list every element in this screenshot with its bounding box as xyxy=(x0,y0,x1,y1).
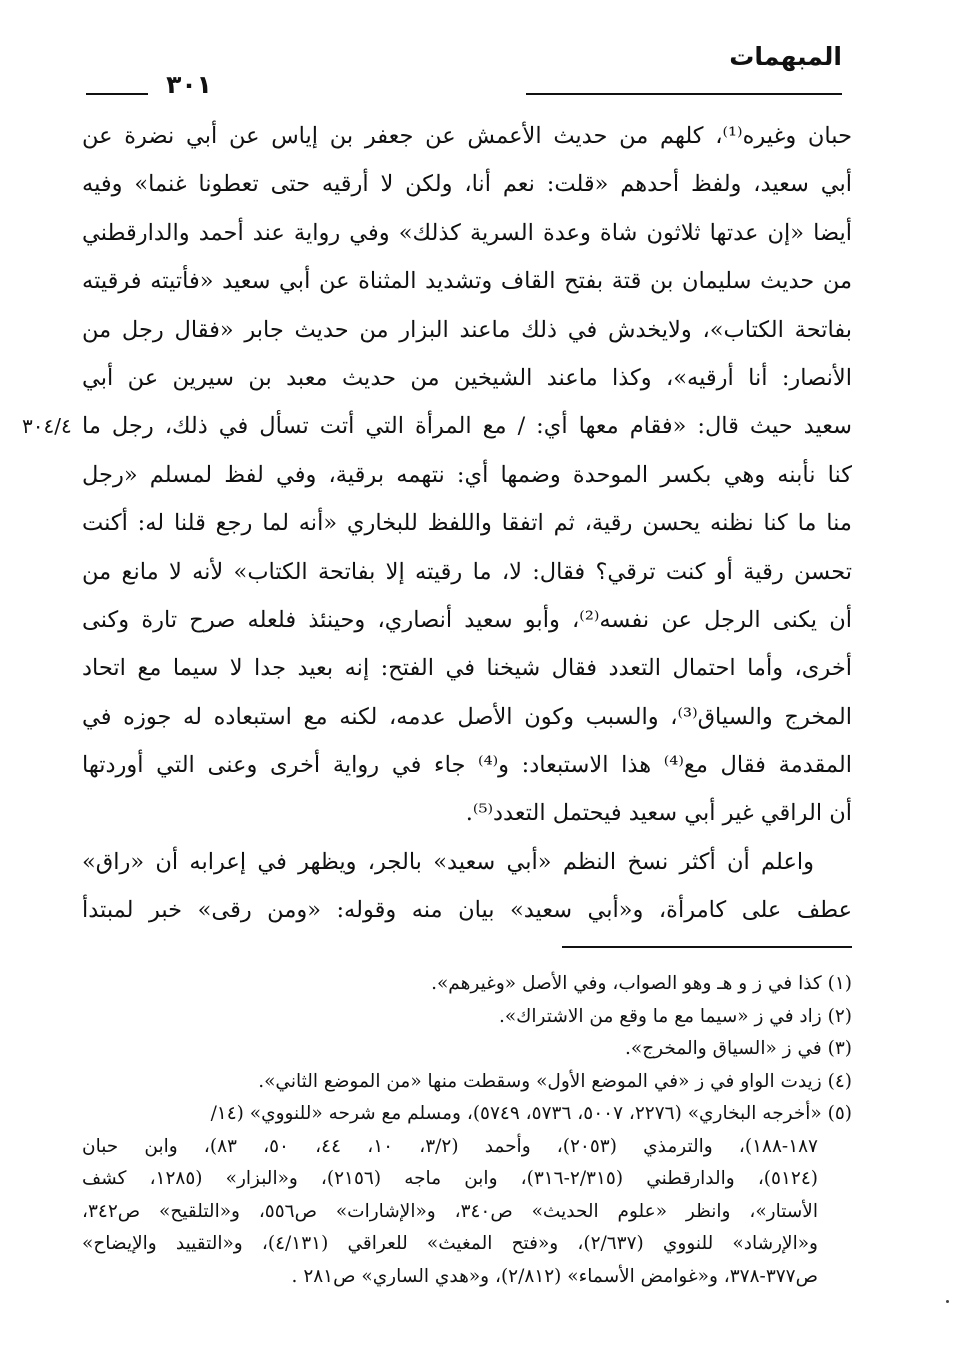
text-line: بفاتحة الكتاب»، ولايخدش في ذلك ماعند البزار من حديث جابر «فقال رجل من xyxy=(82,316,852,343)
paragraph-start-line: واعلم أن أكثر نسخ النظم «أبي سعيد» بالجر، ويظهر في إعرابه أن «راق» xyxy=(82,848,814,875)
main-text xyxy=(82,112,852,935)
header-rule xyxy=(526,93,842,95)
text-line: منا ما كنا نظنه يحسن رقية، ثم اتفقا واللفظ للبخاري «أنه لما رجع قلنا له: أكنت xyxy=(82,510,852,537)
footnote-5-continuation: و«الإرشاد» للنووي (٢/٦٣٧)، و«فتح المغيث» للعراقي (٤/١٣١)، و«التقييد والإيضاح» xyxy=(82,1233,818,1254)
footnote-separator xyxy=(562,946,852,948)
running-head: المبهمات xyxy=(729,42,842,71)
text-line: المخرج والسياق⁽³⁾، والسبب وكون الأصل عدمه، لكنه مع استبعاده له جوزه في xyxy=(82,703,852,730)
footnotes xyxy=(82,968,852,1293)
footnote-1: (١) كذا في ز و هـ وهو الصواب، وفي الأصل «وغيرهم». xyxy=(431,973,852,994)
footnote-5-continuation: ١٨٧-١٨٨)، والترمذي (٢٠٥٣)، وأحمد (٣/٢، ١٠، ٤٤، ٥٠، ٨٣)، وابن حبان xyxy=(82,1135,818,1157)
text-line: حبان وغيره⁽¹⁾، كلهم من حديث الأعمش عن جعفر بن إياس عن أبي نضرة عن xyxy=(82,123,852,149)
text-line: أبي سعيد، ولفظ أحدهم «قلت: نعم أنا، ولكن لا أرقيه حتى تعطونا غنما» وفيه xyxy=(82,171,852,198)
margin-page-reference: ٣٠٤/٤ xyxy=(22,414,72,438)
scan-speck xyxy=(946,1300,949,1303)
text-line: عطف على كامرأة، و«أبي سعيد» بيان منه وقوله: «ومن رقى» خبر لمبتدأ xyxy=(82,897,852,924)
footnote-5-continuation: ص٣٧٧-٣٧٨، و«غوامض الأسماء» (٢/٨١٢)، و«هدي الساري» ص٢٨١ . xyxy=(291,1265,818,1287)
footnote-5: (٥) «أخرجه البخاري» (٢٢٧٦، ٥٠٠٧، ٥٧٣٦، ٥٧٤٩)، ومسلم مع شرحه «للنووي» (١٤/ xyxy=(210,1103,852,1124)
text-line: أخرى، وأما احتمال التعدد فقال شيخنا في الفتح: إنه بعيد جدا لا سيما مع اتحاد xyxy=(82,655,852,682)
text-line: تحسن رقية أو كنت ترقي؟ فقال: لا، ما رقيته إلا بفاتحة الكتاب» لأنه لا مانع من xyxy=(82,558,852,585)
paragraph-end-line: أن الراقي غير أبي سعيد فيحتمل التعدد⁽⁵⁾. xyxy=(465,800,852,827)
text-line: أن يكنى الرجل عن نفسه⁽²⁾، وأبو سعيد أنصاري، وحينئذ فلعله صرح تارة وكنى xyxy=(82,606,852,633)
text-line: المقدمة فقال مع⁽⁴⁾ هذا الاستبعاد: و⁽⁴⁾ جاء في رواية أخرى وعنى التي أوردتها xyxy=(82,752,852,779)
text-line: كنا نأبنه وهي بكسر الموحدة وضمها أي: نتهمه برقية، وفي لفظ لمسلم «رجل xyxy=(82,461,852,488)
footnote-5-continuation: (٥١٢٤)، والدارقطني (٢/٣١٥-٣١٦)، وابن ماجه (٢١٥٦)، و«البزار» (١٢٨٥، كشف xyxy=(82,1168,818,1189)
footnote-5-continuation: الأستار»، وانظر «علوم الحديث» ص٣٤٠، و«الإشارات» ص٥٥٦، و«التلقيح» ص٣٤٢، xyxy=(82,1200,818,1222)
page-number: ٣٠١ xyxy=(166,70,212,99)
text-line: الأنصار: أنا أرقيه»، وكذا ماعند الشيخين من حديث معبد بن سيرين عن أبي xyxy=(82,364,852,391)
footnote-3: (٣) في ز «السياق والمخرج». xyxy=(625,1038,852,1059)
text-line: سعيد حيث قال: «فقام معها أي: / مع المرأة التي أتت تسأل في ذلك، رجل ما xyxy=(82,413,852,440)
footnote-4: (٤) زيدت الواو في ز «في الموضع الأول» وسقطت منها «من الموضع الثاني». xyxy=(258,1070,852,1092)
header-rule-short xyxy=(86,93,148,95)
footnote-2: (٢) زاد في ز «سيما مع ما وقع من الاشتراك». xyxy=(498,1005,852,1027)
text-line: أيضا «إن عدتها ثلاثون شاة وعدة السرية كذلك» وفي رواية عند أحمد والدارقطني xyxy=(82,219,852,246)
text-line: من حديث سليمان بن قتة بفتح القاف وتشديد المثناة عن أبي سعيد «فأتيته فرقيته xyxy=(82,268,852,295)
